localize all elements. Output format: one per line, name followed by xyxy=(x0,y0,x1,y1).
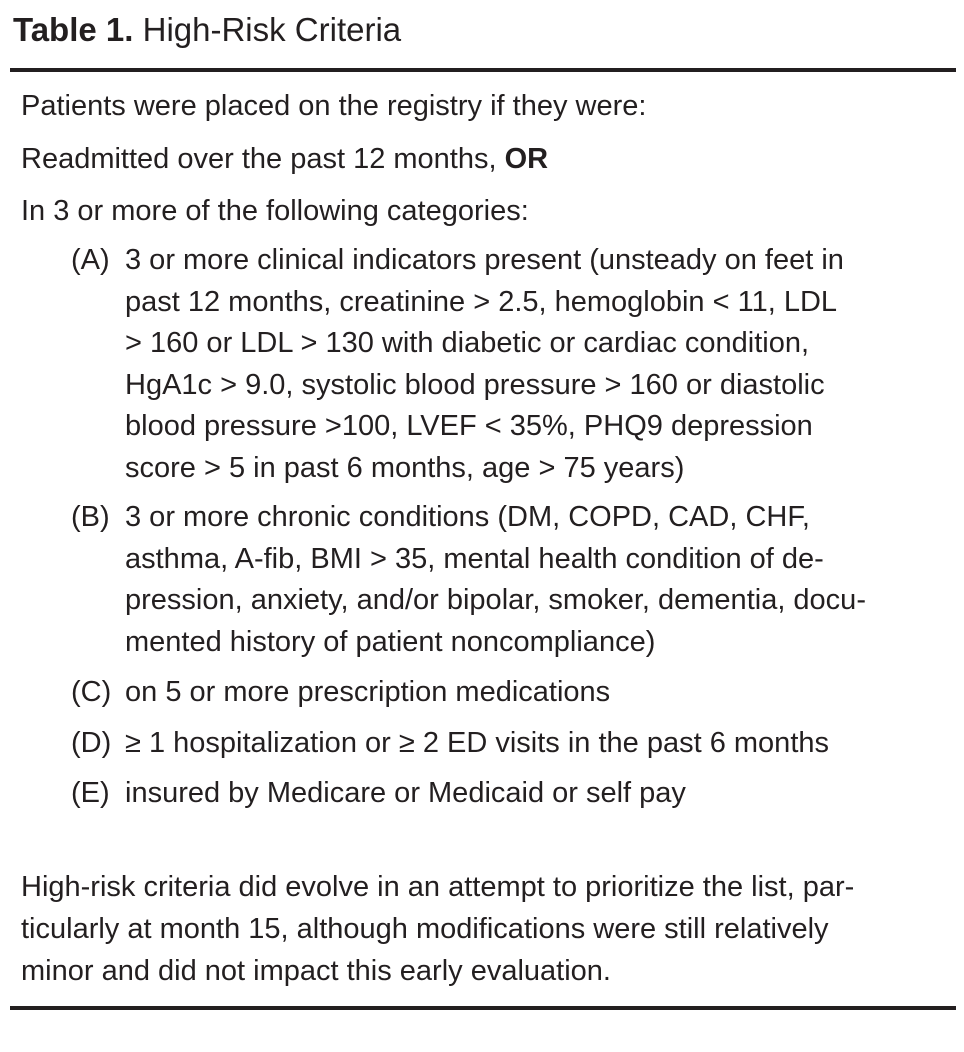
category-line: ≥ 1 hospitalization or ≥ 2 ED visits in the past 6 months xyxy=(125,726,830,759)
category-line: on 5 or more prescription medications xyxy=(125,676,611,708)
category-key: (E) xyxy=(71,777,110,809)
category-text xyxy=(125,773,951,815)
category-item-a xyxy=(71,240,951,489)
category-item-e xyxy=(71,773,951,815)
table-title xyxy=(13,8,401,52)
readmission-text: Readmitted over the past 12 months, xyxy=(21,143,505,175)
category-line: 3 or more chronic conditions (DM, COPD, CAD, CHF, xyxy=(125,501,810,533)
category-line: HgA1c > 9.0, systolic blood pressure > 160 or diastolic xyxy=(125,368,825,401)
table-label: Table 1. xyxy=(13,11,134,48)
category-line: 3 or more clinical indicators present (unsteady on feet in xyxy=(125,244,844,276)
readmission-criterion xyxy=(21,139,548,179)
category-key: (B) xyxy=(71,501,110,533)
category-item-b xyxy=(71,497,951,663)
table-footnote xyxy=(21,866,854,992)
category-line: score > 5 in past 6 months, age > 75 years) xyxy=(125,451,685,484)
category-key: (A) xyxy=(71,244,110,276)
category-line: pression, anxiety, and/or bipolar, smoker, dementia, docu- xyxy=(125,584,866,616)
bottom-rule xyxy=(10,1006,956,1010)
category-line: insured by Medicare or Medicaid or self pay xyxy=(125,777,686,809)
intro-text: Patients were placed on the registry if they were: xyxy=(21,90,647,122)
category-item-d xyxy=(71,723,951,765)
category-list xyxy=(71,240,951,815)
category-text xyxy=(125,240,951,489)
category-line: asthma, A-fib, BMI > 35, mental health condition of de- xyxy=(125,542,824,575)
footnote-line: ticularly at month 15, although modifications were still relatively xyxy=(21,913,829,945)
footnote-line: High-risk criteria did evolve in an attempt to prioritize the list, par- xyxy=(21,871,855,903)
category-line: past 12 months, creatinine > 2.5, hemoglobin < 11, LDL xyxy=(125,285,838,318)
category-text xyxy=(125,672,951,714)
category-line: > 160 or LDL > 130 with diabetic or cardiac condition, xyxy=(125,327,810,359)
or-connector: OR xyxy=(504,143,549,175)
categories-criterion: In 3 or more of the following categories: xyxy=(21,195,529,227)
category-line: mented history of patient noncompliance) xyxy=(125,625,656,658)
category-item-c xyxy=(71,672,951,714)
top-rule xyxy=(10,68,956,72)
category-key: (C) xyxy=(71,676,112,708)
category-key: (D) xyxy=(71,726,112,759)
footnote-line: minor and did not impact this early evaluation. xyxy=(21,955,611,987)
table-title-text: High-Risk Criteria xyxy=(142,11,402,48)
category-text xyxy=(125,497,951,663)
category-line: blood pressure >100, LVEF < 35%, PHQ9 depression xyxy=(125,410,813,442)
category-text xyxy=(125,723,951,765)
